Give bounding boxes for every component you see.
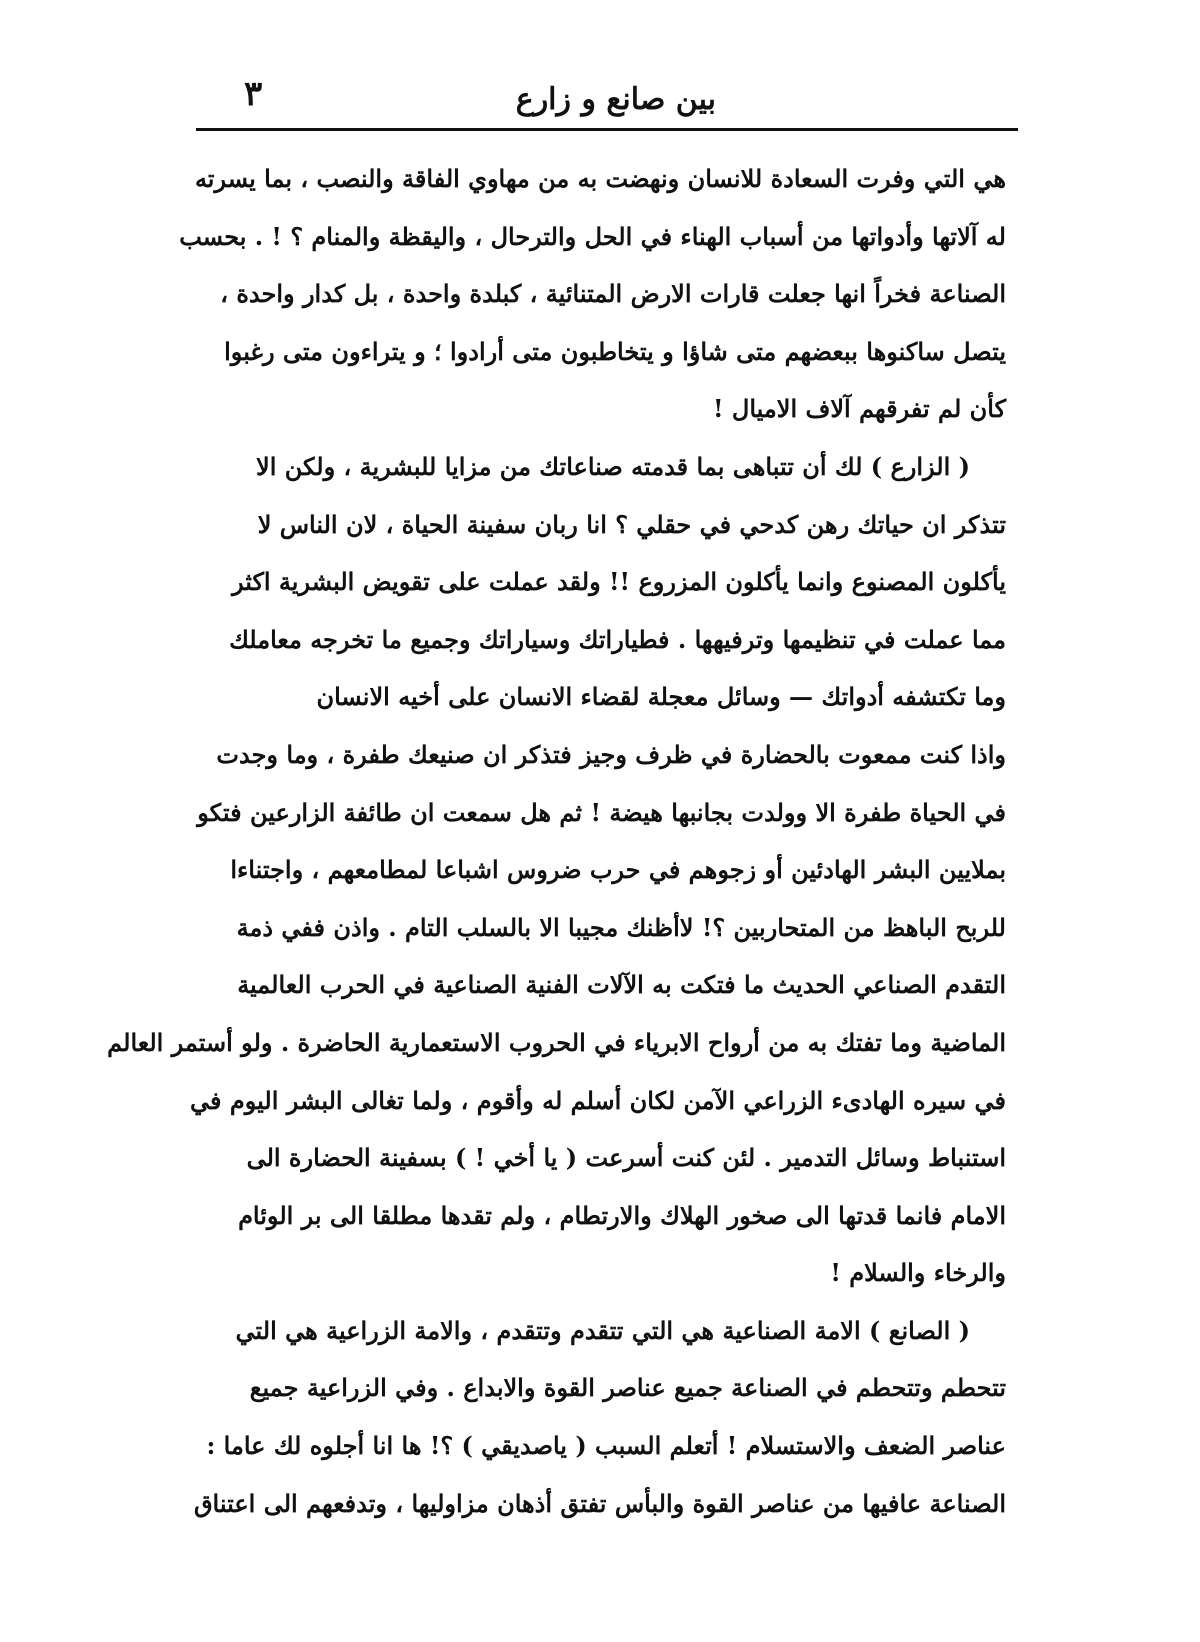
paragraph-start-line: ( الصانع ) الامة الصناعية هي التي تتقدم وتتقدم ، والامة الزراعية هي التي <box>235 1315 970 1345</box>
page-header <box>196 64 1016 126</box>
text-line: بملايين البشر الهادئين أو زجوهم في حرب ضروس اشباعا لمطامعهم ، واجتناءا <box>230 855 1006 885</box>
body-text <box>107 150 1006 1532</box>
text-line: عناصر الضعف والاستسلام ! أتعلم السبب ( ياصديقي ) ؟! ها انا أجلوه لك عاما : <box>206 1431 1006 1461</box>
text-line: تتحطم وتتحطم في الصناعة جميع عناصر القوة والابداع . وفي الزراعية جميع <box>249 1373 1006 1403</box>
text-line: هي التي وفرت السعادة للانسان ونهضت به من مهاوي الفاقة والنصب ، بما يسرته <box>194 164 1006 193</box>
text-line: يتصل ساكنوها ببعضهم متى شاؤا و يتخاطبون متى أرادوا ؛ و يتراءون متى رغبوا <box>224 336 1006 366</box>
text-line: واذا كنت ممعوت بالحضارة في ظرف وجيز فتذكر ان صنيعك طفرة ، وما وجدت <box>216 739 1006 769</box>
text-line: الصناعة عافيها من عناصر القوة والبأس تفتق أذهان مزاوليها ، وتدفعهم الى اعتناق <box>193 1488 1006 1518</box>
text-line: الامام فانما قدتها الى صخور الهلاك والارتطام ، ولم تقدها مطلقا الى بر الوئام <box>238 1200 1006 1230</box>
header-rule <box>196 128 1018 131</box>
text-line: التقدم الصناعي الحديث ما فتكت به الآلات الفنية الصناعية في الحرب العالمية <box>237 970 1006 1000</box>
text-line: والرخاء والسلام ! <box>830 1258 1006 1288</box>
text-line: يأكلون المصنوع وانما يأكلون المزروع !! ولقد عملت على تقويض البشرية اكثر <box>231 567 1006 597</box>
page-number: ٣ <box>244 74 263 114</box>
text-line: الصناعة فخراً انها جعلت قارات الارض المتنائية ، كبلدة واحدة ، بل كدار واحدة ، <box>220 279 1006 309</box>
running-title: بين صانع و زارع <box>515 82 716 117</box>
text-line: الماضية وما تفتك به من أرواح الابرياء في الحروب الاستعمارية الحاضرة . ولو أستمر العالم <box>107 1027 1006 1057</box>
text-line: تتذكر ان حياتك رهن كدحي في حقلي ؟ انا ربان سفينة الحياة ، لان الناس لا <box>257 509 1006 539</box>
text-line: في سيره الهادىء الزراعي الآمن لكان أسلم له وأقوم ، ولما تغالى البشر اليوم في <box>190 1085 1006 1115</box>
text-line: كأن لم تفرقهم آلاف الاميال ! <box>713 394 1006 424</box>
text-line: في الحياة طفرة الا وولدت بجانبها هيضة ! ثم هل سمعت ان طائفة الزارعين فتكو <box>197 797 1006 827</box>
text-line: استنباط وسائل التدمير . لئن كنت أسرعت ( يا أخي ! ) بسفينة الحضارة الى <box>246 1143 1006 1173</box>
text-line: وما تكتشفه أدواتك — وسائل معجلة لقضاء الانسان على أخيه الانسان <box>316 682 1006 712</box>
text-line: له آلاتها وأدواتها من أسباب الهناء في الحل والترحال ، واليقظة والمنام ؟ ! . بحسب <box>179 221 1006 251</box>
text-line: مما عملت في تنظيمها وترفيهها . فطياراتك وسياراتك وجميع ما تخرجه معاملك <box>229 624 1006 654</box>
paragraph-start-line: ( الزارع ) لك أن تتباهى بما قدمته صناعاتك من مزايا للبشرية ، ولكن الا <box>256 451 970 481</box>
text-line: للربح الباهظ من المتحاربين ؟! لاأظنك مجيبا الا بالسلب التام . واذن ففي ذمة <box>236 912 1006 942</box>
